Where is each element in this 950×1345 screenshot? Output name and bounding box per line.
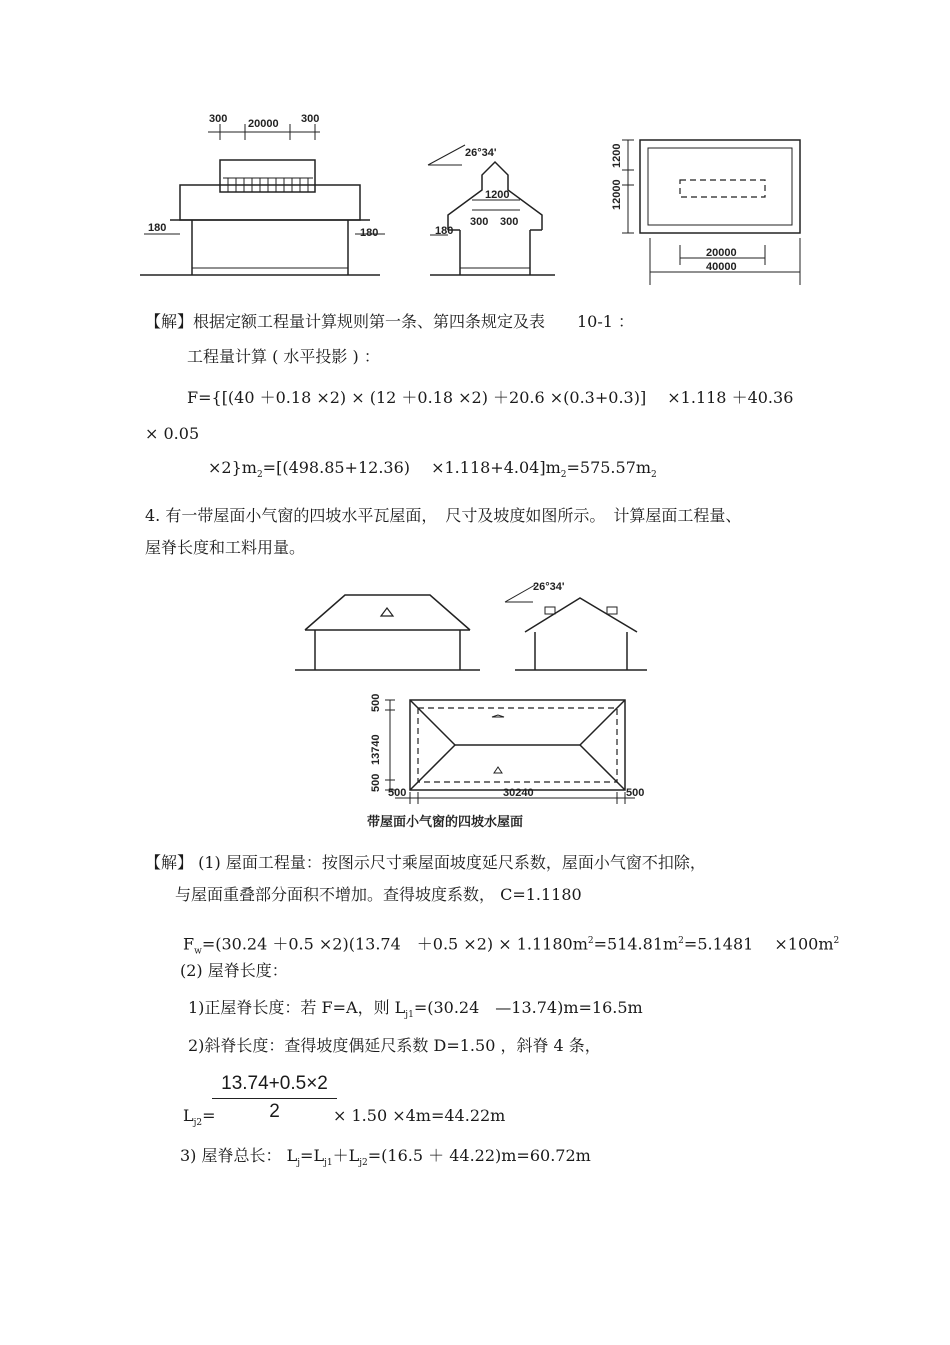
fraction-numerator: 13.74+0.5×2 <box>221 1073 328 1094</box>
plan2-dim-left-3: 500 <box>370 773 382 792</box>
plan-dim-height: 12000 <box>611 179 623 210</box>
plan2-dim-left-2: 13740 <box>370 734 382 765</box>
question-4-line-2: 屋脊长度和工料用量。 <box>145 538 306 557</box>
plan-dim-outer: 40000 <box>706 261 737 273</box>
plan2-dim-bottom-1: 500 <box>388 787 407 799</box>
solution-1-line-1: 【解】根据定额工程量计算规则第一条、第四条规定及表 10-1 ： <box>145 312 635 331</box>
dim-top-2: 20000 <box>248 118 279 130</box>
solution-2-line-6: 2)斜脊长度：查得坡度偶延尺系数 D=1.50 ，斜脊 4 条， <box>188 1036 601 1055</box>
fraction <box>212 1072 337 1125</box>
solution-2-line-3: $F_w=(30.24 +0.5 \times 2)(13.74$ $+0.5 \times 2) \times 1.1180m^2=514.81m^2=5.1481$ $\times 100m^2$ <box>183 934 840 957</box>
figure-2 <box>285 570 655 835</box>
fraction-denominator: 2 <box>269 1101 280 1122</box>
solution-2-line-7-right: × 1.50 ×4m=44.22m <box>333 1106 506 1125</box>
angle-label: 26°34' <box>465 147 497 159</box>
side-elevation-2 <box>505 585 647 670</box>
side-elevation <box>428 145 555 275</box>
plan2-dim-left-1: 500 <box>370 693 382 712</box>
solution-1-line-5: $\times 2\}m_2=[(498.85+12.36)$ $\times 1.118+4.04]m_2=575.57m_2$ <box>208 458 657 481</box>
solution-2-line-4: (2) 屋脊长度： <box>180 961 288 980</box>
side-dim-left: 180 <box>435 225 454 237</box>
solution-2-line-5: 1)正屋脊长度：若 F=A，则 $L_{j1}=(30.24$ —13.74)m=16.5m <box>188 998 643 1021</box>
solution-1-line-2: 工程量计算 ( 水平投影 ) ： <box>187 347 380 366</box>
plan-dim-top: 1200 <box>611 143 623 168</box>
figure-2-caption: 带屋面小气窗的四坡水屋面 <box>367 814 524 829</box>
dim-top-3: 300 <box>301 113 320 125</box>
side-dim-ridge: 1200 <box>485 189 510 201</box>
front-elevation <box>140 124 385 275</box>
solution-1-line-3: F={[(40 ＋0.18 ×2) × (12 ＋0.18 ×2) ＋20.6 ×(0.3+0.3)] ×1.118 ＋40.36 <box>187 388 794 407</box>
side-dim-bottom-2: 300 <box>500 216 519 228</box>
solution-2-line-8: 3) 屋脊总长： $L_j=L_{j1}+L_{j2}=(16.5 + 44.22)m=60.72m$ <box>180 1146 591 1169</box>
plan-dim-inner: 20000 <box>706 247 737 259</box>
side-dim-bottom-1: 300 <box>470 216 489 228</box>
dim-left: 180 <box>148 222 167 234</box>
question-4-line-1: 4. 有一带屋面小气窗的四坡水平瓦屋面， 尺寸及坡度如图所示。 计算屋面工程量、 <box>145 506 742 525</box>
dim-top-1: 300 <box>209 113 228 125</box>
dim-right: 180 <box>360 227 379 239</box>
solution-2-line-2: 与屋面重叠部分面积不增加。查得坡度系数， C=1.1180 <box>175 885 582 904</box>
plan2-dim-bottom-3: 500 <box>626 787 645 799</box>
solution-2-line-7-left: $L_{j2}=$ <box>183 1106 216 1129</box>
solution-2-line-1: 【解】 (1) 屋面工程量：按图示尺寸乘屋面坡度延尺系数，屋面小气窗不扣除， <box>145 853 706 872</box>
front-elevation-2 <box>295 595 480 670</box>
solution-1-line-4: × 0.05 <box>145 424 200 443</box>
angle-label-2: 26°34' <box>533 581 565 593</box>
figure-1 <box>130 110 830 300</box>
plan2-dim-bottom-2: 30240 <box>503 787 534 799</box>
